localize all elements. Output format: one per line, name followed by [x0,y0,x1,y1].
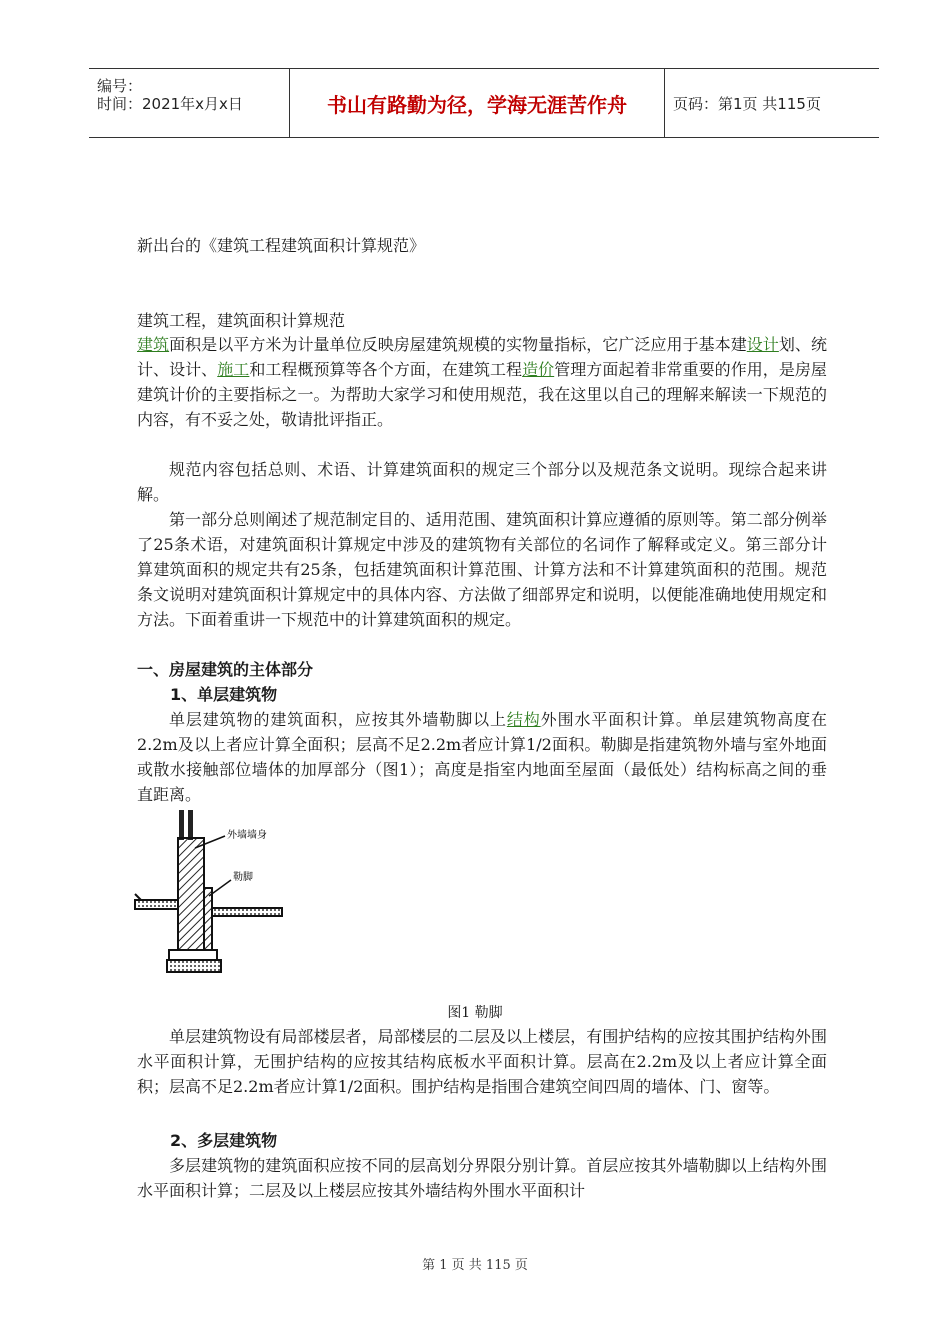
link-jiegou[interactable]: 结构 [506,710,541,729]
subsection-heading-single: 1、单层建筑物 [170,685,278,704]
document-subtitle: 建筑工程，建筑面积计算规范 [137,311,346,330]
intro-text-2: 划、统计、设计、 [137,335,827,379]
page-footer: 第 1 页 共 115 页 [422,1258,528,1273]
header-page-cell [665,69,879,137]
single-text-1: 单层建筑物的建筑面积，应按其外墙勒脚以上 [169,710,507,729]
interior-floor [135,900,178,909]
link-jianzhu[interactable]: 建筑 [137,335,170,354]
section-heading-main: 一、房屋建筑的主体部分 [137,660,314,679]
document-title: 新出台的《建筑工程建筑面积计算规范》 [137,236,426,255]
wall-body [178,838,204,950]
paragraph-single-storey [137,707,827,807]
motto-text: 书山有路勤为径，学海无涯苦作舟 [327,93,627,117]
footing-base [167,960,221,972]
paragraph-multi-storey: 多层建筑物的建筑面积应按不同的层高划分界限分别计算。首层应按其外墙勒脚以上结构外围水平面积计算；二层及以上楼层应按其外墙结构外围水平面积计 [137,1156,827,1200]
plinth-diagram-svg [133,808,283,976]
label-plinth: 勒脚 [233,872,253,883]
intro-text-3: 和工程概预算等各个方面，在建筑工程 [249,360,523,379]
paragraph-intro [137,332,827,432]
header-table [89,68,879,138]
header-motto-cell [289,69,665,137]
wall-line-right [188,810,193,840]
time-label: 时间：2021年x月x日 [97,95,243,113]
wall-line-left [179,810,184,840]
subsection-heading-multi: 2、多层建筑物 [170,1131,278,1150]
intro-text-4: 管理方面起着非常重要的作用，是房屋建筑计价的主要指标之一。为帮助大家学习和使用规范，我在这里以自己的理解来解读一下规范的内容，有不妥之处，敬请批评指正。 [137,360,827,429]
figure-caption: 图1 勒脚 [447,1005,503,1021]
paragraph-partial-floors: 单层建筑物设有局部楼层者，局部楼层的二层及以上楼层，有围护结构的应按其围护结构外围水平面积计算，无围护结构的应按其结构底板水平面积计算。层高在2.2m及以上者应计算全面积；层高不足2.2m者应计算1/2面积。围护结构是指围合建筑空间四周的墙体、门、窗等。 [137,1027,827,1096]
link-zaojia[interactable]: 造价 [522,360,555,379]
single-text-2: 外围水平面积计算。单层建筑物高度在2.2m及以上者应计算全面积；层高不足2.2m者应计算1/2面积。勒脚是指建筑物外墙与室外地面或散水接触部位墙体的加厚部分（图1）；高度是指室内地面至屋面（最低处）结构标高之间的垂直距离。 [137,710,827,804]
page-info: 页码：第1页 共115页 [673,95,821,113]
footing [169,950,217,960]
label-wall: 外墙墙身 [227,830,267,841]
plinth-thickening [204,888,212,950]
link-shigong[interactable]: 施工 [217,360,250,379]
exterior-ground [212,908,282,916]
paragraph-parts: 第一部分总则阐述了规范制定目的、适用范围、建筑面积计算应遵循的原则等。第二部分例举了25条术语，对建筑面积计算规定中涉及的建筑物有关部位的名词作了解释或定义。第三部分计算建筑面积的规定共有25条，包括建筑面积计算范围、计算方法和不计算建筑面积的范围。规范条文说明对建筑面积计算规定中的具体内容、方法做了细部界定和说明，以便能准确地使用规定和方法。下面着重讲一下规范中的计算建筑面积的规定。 [137,510,827,629]
paragraph-contents: 规范内容包括总则、术语、计算建筑面积的规定三个部分以及规范条文说明。现综合起来讲解。 [137,460,827,504]
figure-plinth-diagram [133,808,283,976]
number-label: 编号： [97,77,143,95]
link-sheji[interactable]: 设计 [746,335,779,354]
intro-text-1: 面积是以平方米为计量单位反映房屋建筑规模的实物量指标，它广泛应用于基本建 [169,335,747,354]
header-meta-cell [89,69,288,137]
